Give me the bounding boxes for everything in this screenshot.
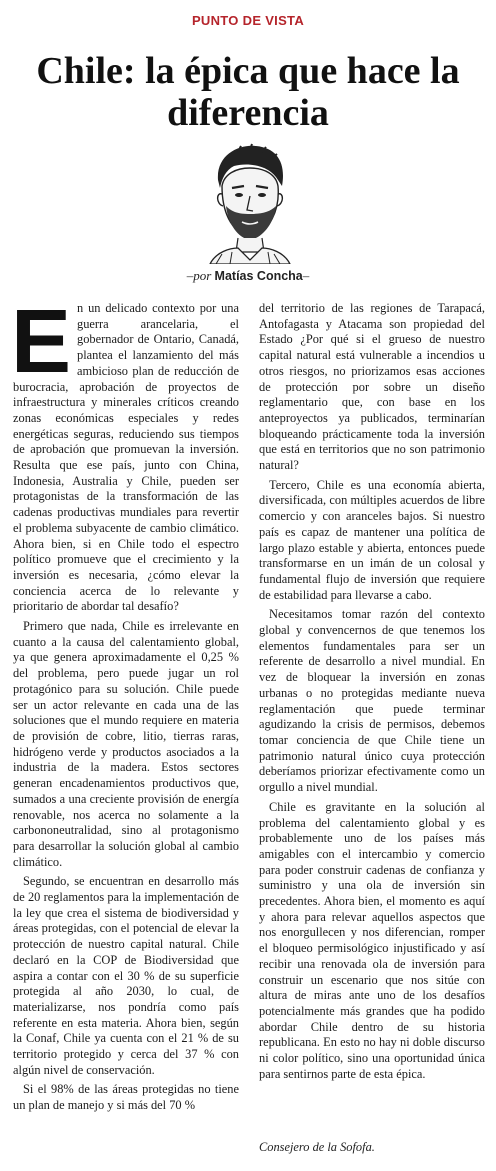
left-column (11, 292, 239, 1118)
article-title: Chile: la épica que hace la diferencia (36, 50, 460, 134)
right-column (259, 301, 485, 1086)
paragraph-continuation: del territorio de las regiones de Tarapacá, Antofagasta y Atacama son propiedad del Estado ¿Por qué si el grueso de nuestro capital natural está vulnerable a incendios u otros riesgos, no priorizamos esas acciones de protección por sobre un diseño reglamentario que, con base en los anteproyectos ya publicados, terminarían bloqueando prácticamente toda la inversión que está en territorios que no son patrimonio natural? (259, 301, 485, 473)
byline (0, 268, 496, 284)
paragraph: Si el 98% de las áreas protegidas no tiene un plan de manejo y si más del 70 % (13, 1082, 239, 1113)
paragraph-text: n un delicado contexto por una guerra arancelaria, el gobernador de Ontario, Canadá, plantea el lanzamiento del más ambicioso plan de reducción de burocracia, aprobación de proyectos de infraestructura y minerales críticos creando zonas económicas especiales y redes energéticas seguras, reduciendo sus tiempos de aprobación que promuevan la inversión. Resulta que ese país, junto con China, Indonesia, Australia y Chile, pueden ser protagonistas de la transformación de las cadenas productivas mundiales para revertir el problema subyacente de cambio climático. Ahora bien, si en Chile todo el espectro político promueve que el crecimiento y la inversión es necesaria, ¿cómo elevar la conciencia acerca de lo relevante y prioritario de abordar tal desafío? (13, 301, 239, 614)
paragraph: Necesitamos tomar razón del contexto global y convencernos de que tenemos los elementos fundamentales para ser un referente de desarrollo a nivel mundial. En vez de bloquear la inversión en zonas urbanas o no protegidas mediante nueva reglamentación que puede terminar agudizando la crisis de permisos, debemos tomar conciencia de que Chile tiene un patrimonio natural único cuya protección deberíamos priorizar efectivamente como un orgullo a nivel mundial. (259, 607, 485, 795)
paragraph (11, 292, 239, 615)
section-kicker: PUNTO DE VISTA (191, 13, 305, 28)
paragraph: Segundo, se encuentran en desarrollo más de 20 reglamentos para la implementación de la ley que crea el sistema de biodiversidad y áreas protegidas, con el potencial de elevar la protección de nuestro capital natural. Chile declaró en la COP de Biodiversidad que aspira a contar con el 30 % de su superficie protegida al año 2030, lo cual, de materializarse, nos pondría como país referente en esta materia. Ahora bien, según la Conaf, Chile ya cuenta con el 21 % de su territorio protegido y cerca del 37 % con algún nivel de conservación. (13, 874, 239, 1077)
paragraph: Tercero, Chile es una economía abierta, diversificada, con múltiples acuerdos de libre comercio y con aranceles bajos. Si nuestro país es capaz de mantener una política de largo plazo estable y abierta, entonces puede transformarse en un imán de un colosal y fundamental flujo de inversión que requiere de estabilidad para llevarse a cabo. (259, 477, 485, 602)
byline-suffix: – (302, 268, 310, 283)
author-signature: Consejero de la Sofofa. (259, 1140, 375, 1154)
author-portrait-illustration (190, 140, 306, 264)
paragraph: Primero que nada, Chile es irrelevante en cuanto a la causa del calentamiento global, ya que genera aproximadamente el 0,25 % del problema, pero puede jugar un rol protagónico para su solución. Chile puede ser un actor relevante en cada una de las soluciones que el mundo requiere en materia de provisión de cobre, litio, tierras raras, hidrógeno verde y productos asociados a la industria de la madera. Estos sectores generan encadenamientos productivos que, sumados a una creciente provisión de energía renovable, nos acerca no solamente a la carbononeutralidad, sino al protagonismo para desarrollar la solución global al cambio climático. (13, 619, 239, 869)
paragraph: Chile es gravitante en la solución al problema del calentamiento global y es probablemente uno de los países más amigables con el intercambio y comercio para poder construir cadenas de confianza y suministro y una ola de inversión sin precedentes. Ahora bien, el momento es aquí y ahora para relevar aquellos aspectos que nos enorgullecen y nos diferencian, romper el bloqueo permisológico injustificado y así recibir una renovada ola de inversión para construir un escenario que nos sitúe con altura de miras ante uno de los desafíos potencialmente más grandes que ha podido abordar Chile dentro de su historia republicana. En esto no hay ni doble discurso ni color político, sino una oportunidad única para sentirnos parte de esta épica. (259, 799, 485, 1081)
byline-prefix: –por (186, 268, 215, 283)
author-name: Matías Concha (214, 269, 303, 283)
drop-cap: E (11, 292, 72, 392)
